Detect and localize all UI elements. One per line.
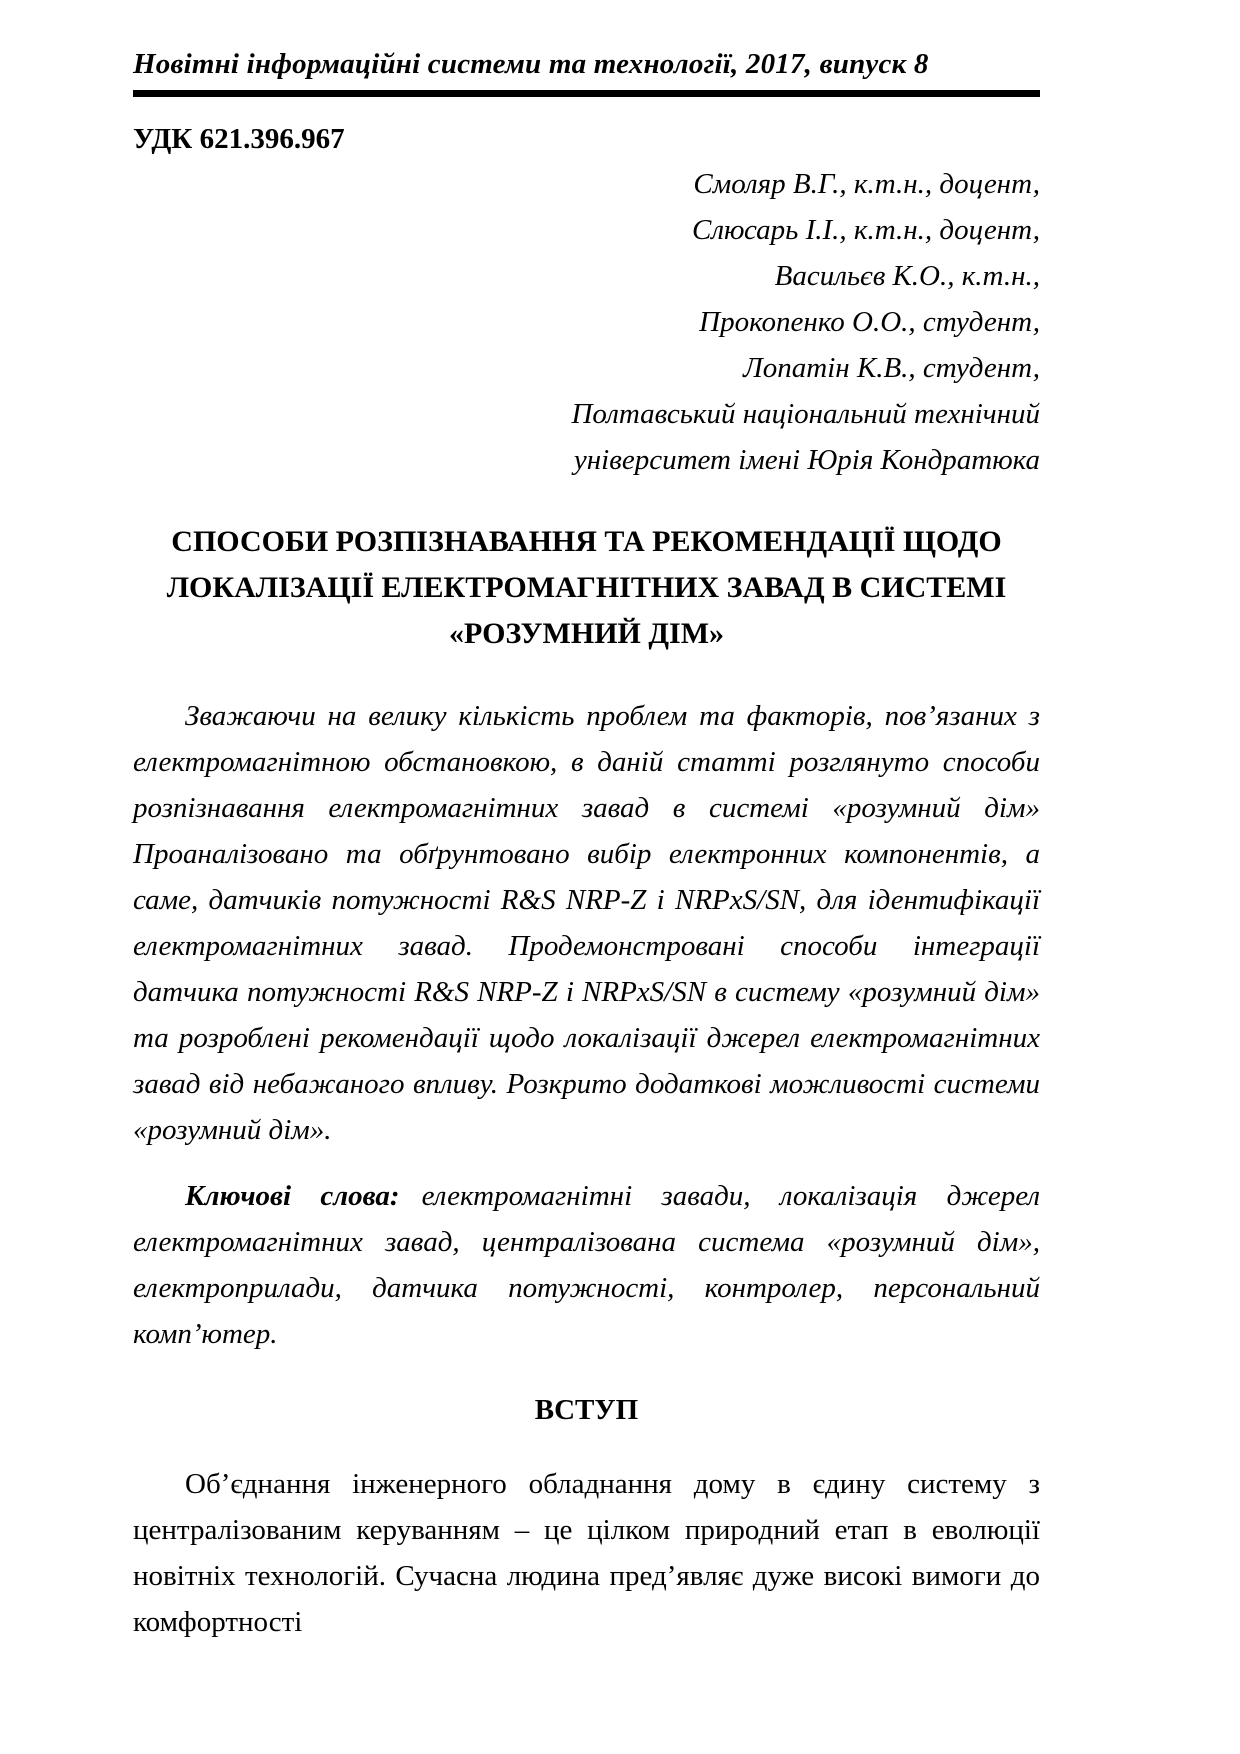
article-title	[133, 519, 1040, 657]
journal-running-head: Новітні інформаційні системи та технології, 2017, випуск 8	[133, 48, 929, 80]
udc-number: УДК 621.396.967	[133, 123, 345, 155]
affiliation-line: Полтавський національний технічний	[571, 398, 1040, 430]
abstract-paragraph: Зважаючи на велику кількість проблем та факторів, пов’язаних з електромагнітною обстановкою, в даній статті розглянуто способи розпізнавання електромагнітних завад в системі «розумний дім» Проаналізовано та обґрунтовано вибір електронних компонентів, а саме, датчиків потужності R&S NRP-Z і NRPxS/SN, для ідентифікації електромагнітних завад. Продемонстровані способи інтеграції датчика потужності R&S NRP-Z і NRPxS/SN в систему «розумний дім» та розроблені рекомендації щодо локалізації джерел електромагнітних завад від небажаного впливу. Розкрито додаткові можливості системи «розумний дім».	[133, 700, 1040, 1146]
author-line: Прокопенко О.О., студент,	[699, 306, 1040, 338]
section-heading-intro: ВСТУП	[534, 1394, 639, 1426]
author-line: Лопатін К.В., студент,	[743, 352, 1040, 384]
header-rule	[133, 90, 1040, 97]
article-title-line: «РОЗУМНИЙ ДІМ»	[448, 617, 725, 650]
authors-block	[133, 161, 1040, 483]
affiliation-line: університет імені Юрія Кондратюка	[573, 444, 1040, 476]
journal-header	[133, 42, 1040, 97]
author-line: Васильєв К.О., к.т.н.,	[774, 260, 1040, 292]
keywords-paragraph	[133, 1173, 1040, 1357]
author-line: Смоляр В.Г., к.т.н., доцент,	[693, 168, 1040, 200]
article-title-line: СПОСОБИ РОЗПІЗНАВАННЯ ТА РЕКОМЕНДАЦІЇ ЩОДО	[171, 525, 1002, 558]
author-line: Слюсарь І.І., к.т.н., доцент,	[692, 214, 1040, 246]
keywords-text: електромагнітні завади, локалізація джерел електромагнітних завад, централізована система «розумний дім», електроприлади, датчика потужності, контролер, персональний комп’ютер.	[133, 1180, 1040, 1350]
intro-paragraph: Об’єднання інженерного обладнання дому в єдину систему з централізованим керуванням – це цілком природний етап в еволюції новітніх технологій. Сучасна людина пред’являє дуже високі вимоги до комфортності	[133, 1468, 1040, 1638]
keywords-label: Ключові слова:	[185, 1180, 400, 1212]
article-title-line: ЛОКАЛІЗАЦІЇ ЕЛЕКТРОМАГНІТНИХ ЗАВАД В СИСТЕМІ	[166, 571, 1007, 604]
